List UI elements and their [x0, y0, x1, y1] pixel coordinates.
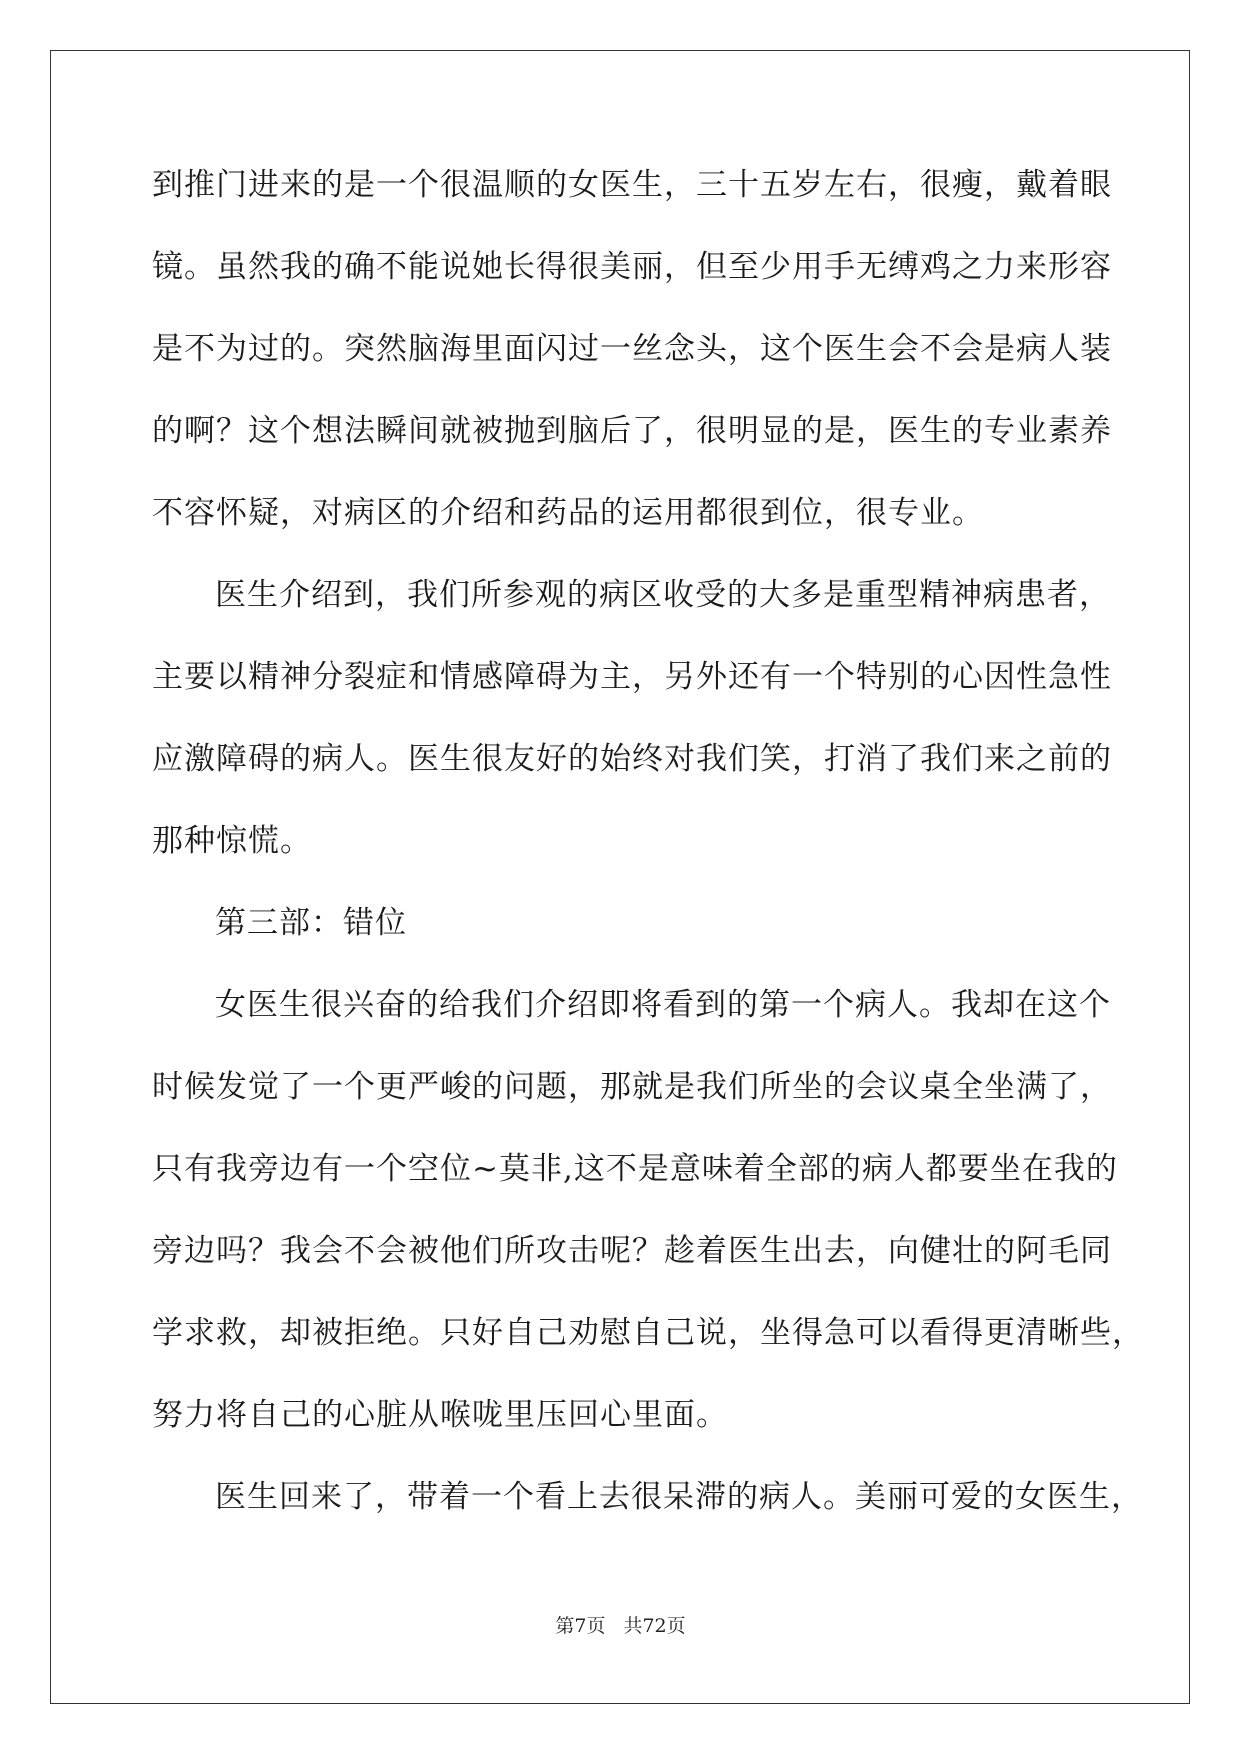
- text-line: 的啊？这个想法瞬间就被抛到脑后了，很明显的是，医生的专业素养: [152, 413, 1112, 449]
- text-line: 不容怀疑，对病区的介绍和药品的运用都很到位，很专业。: [152, 495, 984, 531]
- text-line: 到推门进来的是一个很温顺的女医生，三十五岁左右，很瘦，戴着眼: [152, 167, 1112, 203]
- section-heading: 第三部：错位: [215, 905, 407, 941]
- page-footer: [0, 1614, 1241, 1638]
- paragraph-first-line: 女医生很兴奋的给我们介绍即将看到的第一个病人。我却在这个: [215, 987, 1111, 1023]
- text-line: 努力将自己的心脏从喉咙里压回心里面。: [152, 1397, 728, 1433]
- text-line: 旁边吗？我会不会被他们所攻击呢？趁着医生出去，向健壮的阿毛同: [152, 1233, 1112, 1269]
- page-frame: [50, 50, 1190, 1704]
- paragraph-first-line: 医生回来了，带着一个看上去很呆滞的病人。美丽可爱的女医生，: [215, 1479, 1143, 1515]
- text-line: 是不为过的。突然脑海里面闪过一丝念头，这个医生会不会是病人装: [152, 331, 1112, 367]
- text-line: 那种惊慌。: [152, 823, 312, 859]
- text-line: 应激障碍的病人。医生很友好的始终对我们笑，打消了我们来之前的: [152, 741, 1112, 777]
- paragraph-first-line: 医生介绍到，我们所参观的病区收受的大多是重型精神病患者，: [215, 577, 1111, 613]
- text-line: 学求救，却被拒绝。只好自己劝慰自己说，坐得急可以看得更清晰些，: [152, 1315, 1144, 1351]
- page-total: 共72页: [623, 1615, 686, 1637]
- text-line: 只有我旁边有一个空位~莫非,这不是意味着全部的病人都要坐在我的: [152, 1151, 1118, 1187]
- text-line: 时候发觉了一个更严峻的问题，那就是我们所坐的会议桌全坐满了，: [152, 1069, 1112, 1105]
- page-number: 第7页: [555, 1615, 606, 1637]
- text-line: 主要以精神分裂症和情感障碍为主，另外还有一个特别的心因性急性: [152, 659, 1112, 695]
- text-line: 镜。虽然我的确不能说她长得很美丽，但至少用手无缚鸡之力来形容: [152, 249, 1112, 285]
